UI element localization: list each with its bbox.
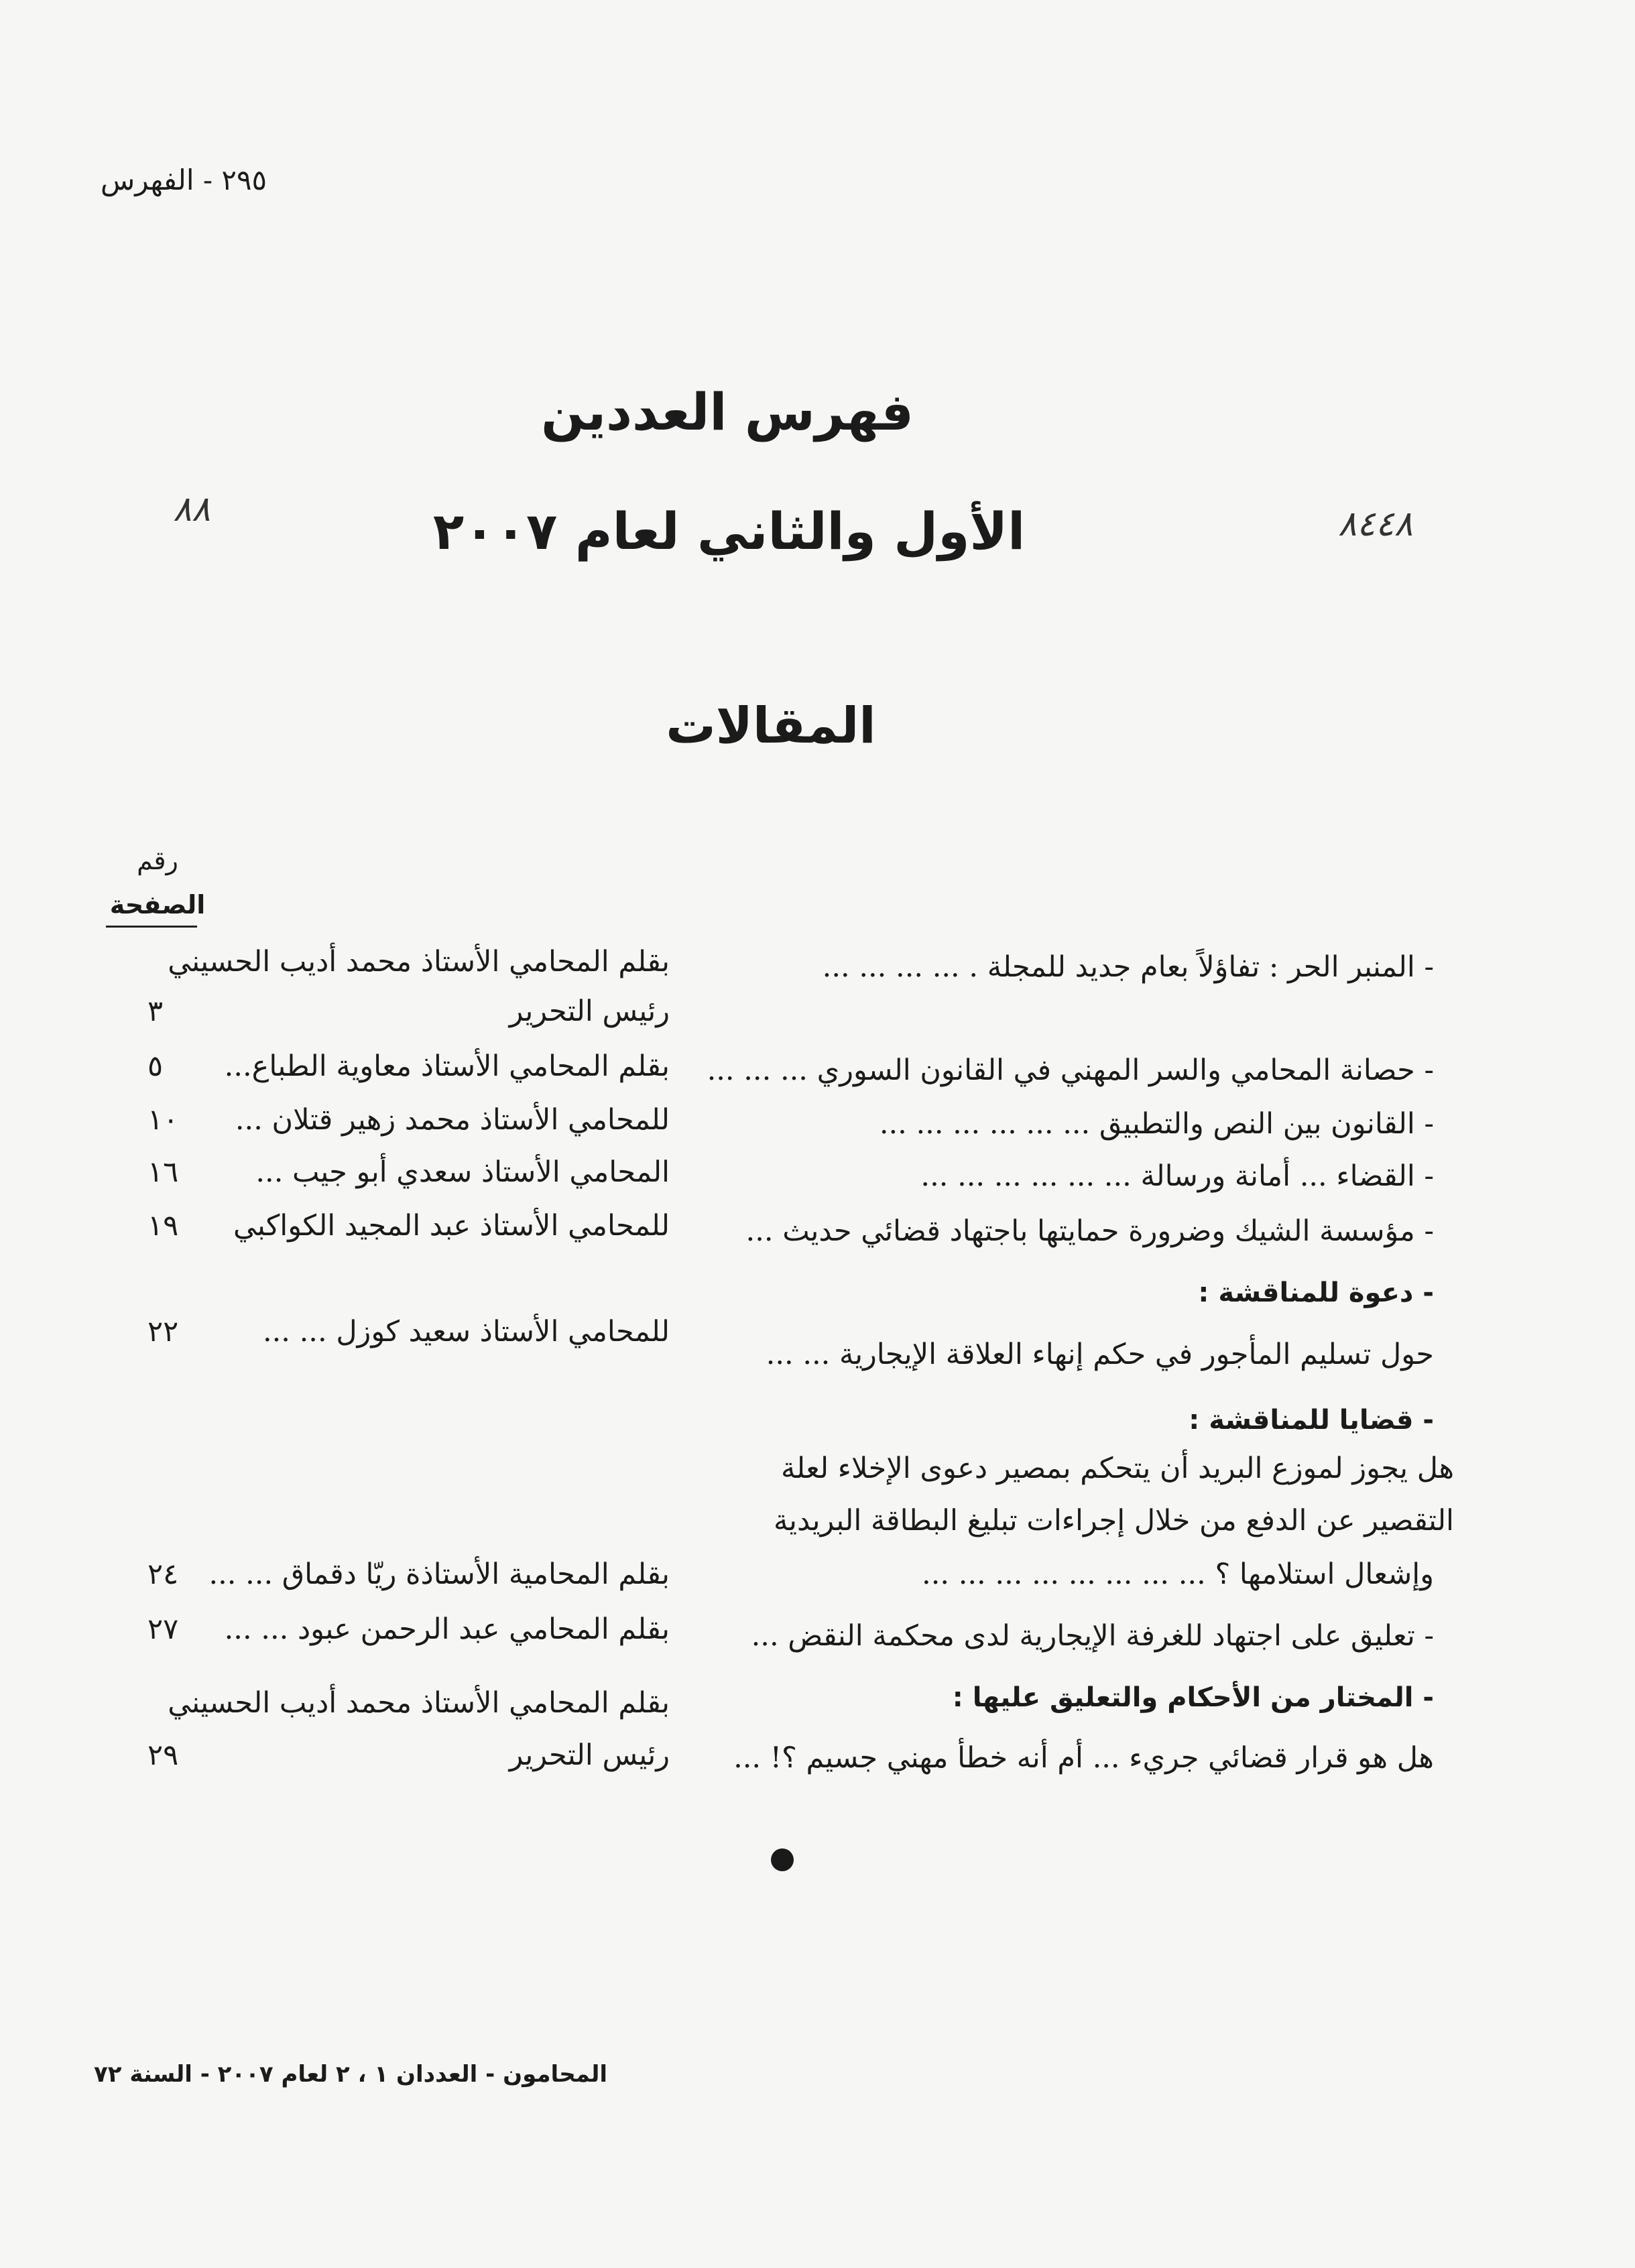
toc-entry-page: ٣ (147, 995, 164, 1028)
toc-entry-author: بقلم المحامي الأستاذ محمد أديب الحسيني (168, 1686, 670, 1720)
handwritten-note-right: ٨٤٤٨ (1338, 504, 1413, 544)
toc-entry-title: - تعليق على اجتهاد للغرفة الإيجارية لدى محكمة النقض ... (751, 1619, 1434, 1653)
toc-entry-page: ٢٩ (147, 1739, 179, 1772)
toc-entry-title: - المنبر الحر : تفاؤلاً بعام جديد للمجلة . ... ... ... ... (822, 950, 1434, 984)
toc-entry-page: ١٩ (147, 1209, 179, 1243)
toc-entry-author: بقلم المحامي عبد الرحمن عبود ... ... (224, 1613, 670, 1646)
toc-entry-page: ٢٤ (147, 1558, 179, 1591)
index-subtitle: الأول والثاني لعام ٢٠٠٧ (432, 501, 1026, 561)
toc-entry-author: بقلم المحامي الأستاذ محمد أديب الحسيني (168, 945, 670, 979)
toc-entry-author: بقلم المحامي الأستاذ معاوية الطباع... (224, 1050, 670, 1083)
toc-entry-page: ٢٧ (147, 1613, 179, 1646)
section-title: المقالات (666, 697, 876, 755)
running-header: ٢٩٥ - الفهرس (101, 164, 267, 196)
toc-entry-author: المحامي الأستاذ سعدي أبو جيب ... (255, 1155, 670, 1189)
page-column-header-bold: الصفحة (109, 890, 206, 920)
index-title: فهرس العددين (541, 382, 914, 442)
toc-entry-author: للمحامي الأستاذ عبد المجيد الكواكبي (233, 1209, 670, 1243)
page-column-header: رقم (137, 846, 178, 875)
toc-entry-author: للمحامي الأستاذ محمد زهير قتلان ... (235, 1103, 670, 1137)
toc-entry-title: هل هو قرار قضائي جريء ... أم أنه خطأ مهني جسيم ؟! ... (733, 1741, 1434, 1775)
toc-entry-title: حول تسليم المأجور في حكم إنهاء العلاقة الإيجارية ... ... (766, 1338, 1434, 1371)
section-heading-selected: - المختار من الأحكام والتعليق عليها : (952, 1682, 1434, 1713)
toc-entry-page: ٥ (147, 1050, 164, 1083)
section-heading-discussion: - دعوة للمناقشة : (1198, 1277, 1434, 1308)
column-header-rule (106, 926, 197, 928)
running-footer: المحامون - العددان ١ ، ٢ لعام ٢٠٠٧ - السنة ٧٢ (94, 2061, 607, 2088)
end-bullet (771, 1848, 794, 1871)
toc-entry-title-line: هل يجوز لموزع البريد أن يتحكم بمصير دعوى الإخلاء لعلة (781, 1452, 1454, 1485)
toc-entry-author: للمحامي الأستاذ سعيد كوزل ... ... (262, 1315, 670, 1348)
toc-entry-page: ١٦ (147, 1155, 179, 1189)
toc-entry-title: - مؤسسة الشيك وضرورة حمايتها باجتهاد قضائي حديث ... (745, 1214, 1434, 1248)
toc-entry-author: بقلم المحامية الأستاذة ريّا دقماق ... ... (208, 1558, 670, 1591)
toc-entry-author-role: رئيس التحرير (509, 1739, 670, 1772)
toc-entry-title-line: التقصير عن الدفع من خلال إجراءات تبليغ البطاقة البريدية (773, 1504, 1454, 1537)
section-heading-cases: - قضايا للمناقشة : (1189, 1405, 1434, 1436)
toc-entry-page: ٢٢ (147, 1315, 179, 1348)
toc-entry-title-line: وإشعال استلامها ؟ ... ... ... ... ... ... ... ... (922, 1558, 1434, 1591)
toc-entry-title: - القضاء ... أمانة ورسالة ... ... ... ... ... ... (920, 1159, 1434, 1193)
toc-entry-author-role: رئيس التحرير (509, 995, 670, 1028)
handwritten-note-left: ٨٨ (173, 489, 210, 529)
toc-entry-page: ١٠ (147, 1103, 179, 1137)
toc-entry-title: - حصانة المحامي والسر المهني في القانون السوري ... ... ... (707, 1054, 1434, 1087)
toc-entry-title: - القانون بين النص والتطبيق ... ... ... ... ... ... (879, 1107, 1434, 1141)
